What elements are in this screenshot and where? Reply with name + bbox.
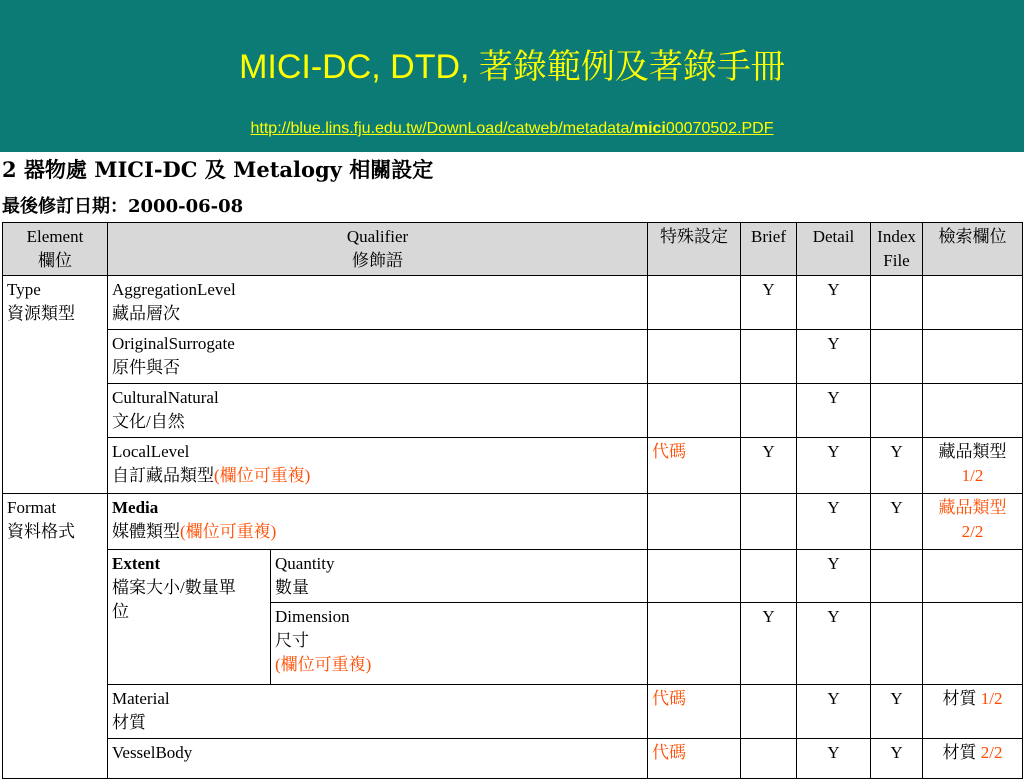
- detail-cell: Y: [797, 739, 871, 779]
- brief-cell: [741, 685, 797, 739]
- qualifier-cell: [108, 494, 648, 550]
- qualifier-cell: [108, 739, 648, 779]
- qualifier-en: OriginalSurrogate: [112, 334, 235, 353]
- header-qualifier: [108, 223, 648, 276]
- search-cell: [923, 494, 1023, 550]
- search-cell: [923, 384, 1023, 438]
- search-fraction: 1/2: [980, 689, 1003, 708]
- special-cell: [648, 494, 741, 550]
- search-label: 藏品類型: [938, 442, 1007, 461]
- brief-cell: [741, 384, 797, 438]
- qualifier-cell: [108, 330, 648, 384]
- header-qualifier-zh: 修飾語: [352, 251, 403, 270]
- qualifier-en: Material: [112, 689, 170, 708]
- header-element-en: Element: [26, 227, 84, 246]
- special-cell: [648, 330, 741, 384]
- qualifier-en: LocalLevel: [112, 442, 190, 461]
- index-cell: Y: [871, 685, 923, 739]
- table-row: [3, 494, 1023, 550]
- brief-cell: Y: [741, 438, 797, 494]
- search-cell: [923, 438, 1023, 494]
- header-row: [3, 223, 1023, 276]
- table-row: [3, 384, 1023, 438]
- search-cell: [923, 739, 1023, 779]
- qualifier-en: Extent: [112, 554, 161, 573]
- header-brief: Brief: [741, 223, 797, 276]
- detail-cell: Y: [797, 685, 871, 739]
- qualifier-en: Media: [112, 498, 159, 517]
- slide-title: MICI-DC, DTD, 著錄範例及著錄手冊: [239, 48, 785, 86]
- sub-qualifier-cell: [271, 550, 648, 603]
- sub-qualifier-en: Quantity: [275, 554, 335, 573]
- header-detail: Detail: [797, 223, 871, 276]
- special-cell: 代碼: [648, 685, 741, 739]
- search-label: 材質: [942, 689, 977, 708]
- search-fraction: 2/2: [980, 743, 1003, 762]
- qualifier-zh: 媒體類型: [112, 522, 180, 541]
- search-cell: [923, 276, 1023, 330]
- special-cell: [648, 603, 741, 685]
- repeatable-note: (欄位可重複): [214, 466, 311, 485]
- search-fraction: 2/2: [961, 522, 984, 541]
- qualifier-cell: [108, 438, 648, 494]
- detail-cell: Y: [797, 276, 871, 330]
- special-cell: [648, 550, 741, 603]
- header-search: 檢索欄位: [923, 223, 1023, 276]
- qualifier-zh: 自訂藏品類型: [112, 466, 214, 485]
- sub-qualifier-zh: 數量: [275, 578, 309, 597]
- index-cell: Y: [871, 739, 923, 779]
- table-row: [3, 276, 1023, 330]
- search-cell: [923, 603, 1023, 685]
- header-qualifier-en: Qualifier: [346, 227, 409, 246]
- doc-heading: 2 器物處 MICI-DC 及 Metalogy 相關設定: [2, 157, 434, 182]
- element-format-zh: 資料格式: [7, 522, 75, 541]
- qualifier-en: VesselBody: [112, 743, 193, 762]
- index-cell: [871, 550, 923, 603]
- link-suffix[interactable]: 00070502.PDF: [665, 120, 774, 137]
- search-label: 材質: [942, 743, 977, 762]
- qualifier-zh: 檔案大小/數量單: [112, 578, 236, 597]
- metadata-table: [2, 222, 1023, 779]
- special-cell: 代碼: [648, 739, 741, 779]
- sub-qualifier-en: Dimension: [275, 607, 350, 626]
- element-format: [3, 494, 108, 779]
- table-row: [3, 438, 1023, 494]
- qualifier-zh-cont: 位: [112, 602, 129, 621]
- qualifier-zh: 原件與否: [112, 358, 180, 377]
- link-bold[interactable]: mici: [633, 120, 666, 137]
- brief-cell: [741, 330, 797, 384]
- element-type: [3, 276, 108, 494]
- detail-cell: Y: [797, 550, 871, 603]
- table-row: [3, 330, 1023, 384]
- search-cell: [923, 550, 1023, 603]
- extent-cell: [108, 550, 271, 685]
- special-cell: 代碼: [648, 438, 741, 494]
- qualifier-cell: [108, 384, 648, 438]
- header-index: [871, 223, 923, 276]
- detail-cell: Y: [797, 384, 871, 438]
- qualifier-zh: 藏品層次: [112, 304, 180, 323]
- qualifier-en: AggregationLevel: [112, 280, 236, 299]
- header-element-zh: 欄位: [38, 251, 72, 270]
- source-link[interactable]: [0, 120, 1024, 138]
- qualifier-cell: [108, 276, 648, 330]
- header-special: 特殊設定: [648, 223, 741, 276]
- search-fraction: 1/2: [961, 466, 984, 485]
- detail-cell: Y: [797, 438, 871, 494]
- brief-cell: Y: [741, 276, 797, 330]
- brief-cell: Y: [741, 603, 797, 685]
- search-label: 藏品類型: [938, 498, 1007, 517]
- search-cell: [923, 330, 1023, 384]
- element-format-en: Format: [7, 498, 57, 517]
- header-index-1: Index: [877, 227, 916, 246]
- index-cell: [871, 384, 923, 438]
- link-prefix[interactable]: http://blue.lins.fju.edu.tw/DownLoad/catweb/metadata/: [250, 120, 634, 137]
- header-element: [3, 223, 108, 276]
- special-cell: [648, 384, 741, 438]
- slide-header: [0, 0, 1024, 152]
- qualifier-en: CulturalNatural: [112, 388, 219, 407]
- element-type-en: Type: [7, 280, 41, 299]
- brief-cell: [741, 550, 797, 603]
- qualifier-zh: 材質: [112, 713, 146, 732]
- index-cell: [871, 330, 923, 384]
- special-cell: [648, 276, 741, 330]
- qualifier-zh: 文化/自然: [112, 412, 185, 431]
- brief-cell: [741, 494, 797, 550]
- doc-revision-date: 最後修訂日期：2000-06-08: [2, 196, 244, 217]
- repeatable-note: (欄位可重複): [275, 655, 372, 674]
- detail-cell: Y: [797, 330, 871, 384]
- qualifier-cell: [108, 685, 648, 739]
- repeatable-note: (欄位可重複): [180, 522, 277, 541]
- index-cell: Y: [871, 494, 923, 550]
- sub-qualifier-cell: [271, 603, 648, 685]
- brief-cell: [741, 739, 797, 779]
- detail-cell: Y: [797, 494, 871, 550]
- table-row: [3, 550, 1023, 603]
- search-cell: [923, 685, 1023, 739]
- element-type-zh: 資源類型: [7, 304, 75, 323]
- index-cell: [871, 603, 923, 685]
- header-index-2: File: [883, 251, 910, 270]
- index-cell: Y: [871, 438, 923, 494]
- document-scan: [0, 152, 1024, 768]
- sub-qualifier-zh: 尺寸: [275, 631, 309, 650]
- table-row: [3, 685, 1023, 739]
- index-cell: [871, 276, 923, 330]
- table-row: [3, 739, 1023, 779]
- detail-cell: Y: [797, 603, 871, 685]
